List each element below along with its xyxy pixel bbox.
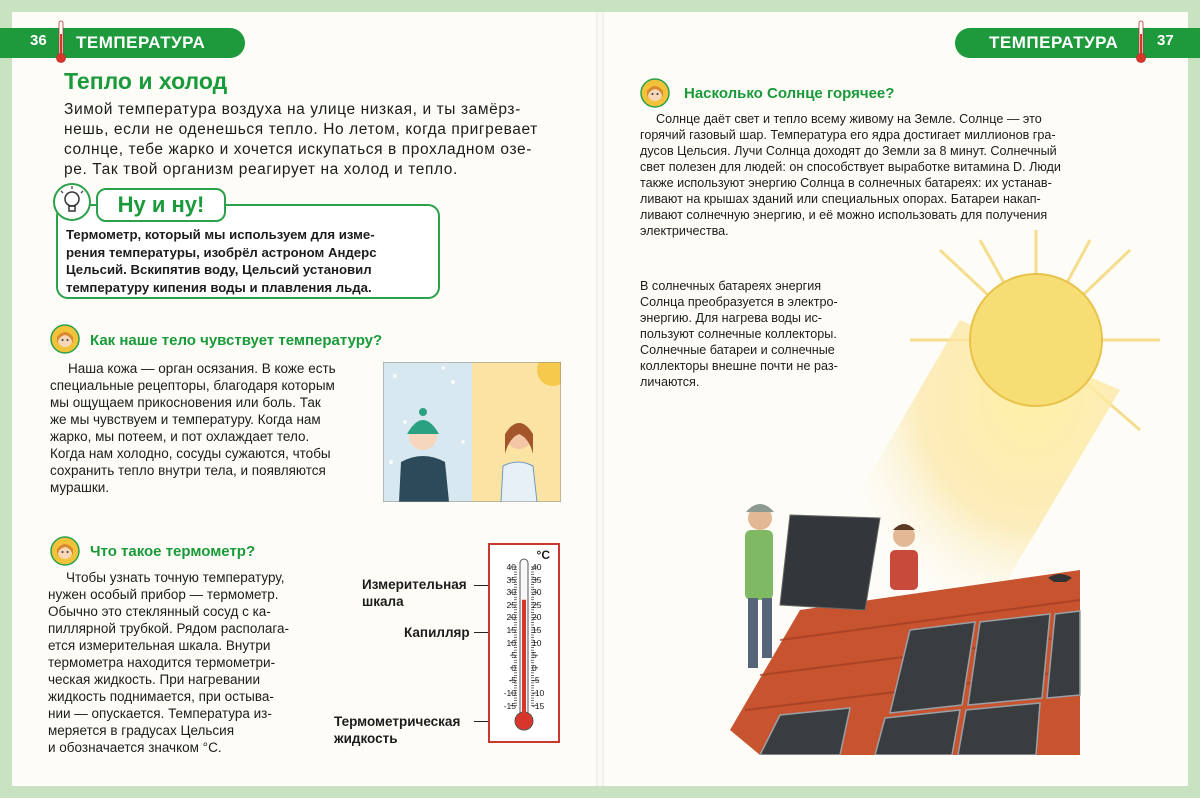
tick-label: 0 [511,662,516,673]
text-line: В солнечных батареях энергия [640,279,822,293]
girl-avatar-icon [50,324,80,354]
label-liquid [334,713,460,747]
text-line: коллекторы внешне почти не раз- [640,359,838,373]
text-line: Зимой температура воздуха на улице низкая, и ты замёрз- [64,101,521,118]
text-line: личаются. [640,375,700,389]
text-line: меряется в градусах Цельсия [48,723,235,738]
tick-label: 30 [506,587,516,598]
page-title: Тепло и холод [64,68,228,94]
text-line: свет полезен для людей: он способствует выработке витамина D. Люди [640,160,1061,174]
text-line: Чтобы узнать точную температуру, [66,570,285,585]
text-line: солнце, тебе жарко и хочется искупаться в прохладном озе- [64,141,532,158]
tick-label: 25 [506,599,516,610]
label-line: жидкость [334,731,398,746]
fact-box-heading: Ну и ну! [96,188,226,222]
label-capillary: Капилляр [404,625,470,640]
section-title: Насколько Солнце горячее? [684,85,895,102]
tick-label: 10 [506,637,516,648]
tick-label: 10 [532,637,542,648]
label-line: Измерительная [362,577,467,592]
tick-label: 0 [532,662,537,673]
sun [970,274,1102,406]
text-line: и обозначается значком °С. [48,740,222,755]
text-line: дусов Цельсия. Лучи Солнца доходят до Земли за 8 минут. Солнечный [640,144,1057,158]
tick-label: 20 [532,612,542,623]
left-section-title: ТЕМПЕРАТУРА [76,33,206,52]
tick-label: 15 [532,625,542,635]
tick-label: 35 [506,574,516,585]
fact-box-text [66,226,436,296]
tick-label: 40 [532,562,542,572]
section-title: Что такое термометр? [90,543,256,560]
text-line: мы ощущаем прикосновения или боль. Так [50,395,321,410]
tick-label: 15 [506,625,516,635]
image-caption [640,278,890,390]
tick-label: 40 [506,562,516,572]
hot-cold-illustration [383,362,561,502]
text-line: Когда нам холодно, сосуды сужаются, чтобы [50,446,331,461]
left-page-number: 36 [30,32,47,49]
unit-label: °С [536,548,550,562]
label-scale [362,576,467,610]
tick-label: 25 [532,599,542,610]
text-line: температуру кипения воды и плавления льда. [66,279,372,295]
tick-label: -15 [532,700,545,711]
tick-label: -5 [532,675,540,686]
intro-paragraph [64,100,564,180]
text-line: нии — опускается. Температура из- [48,706,272,721]
text-line: жидкость поднимается, при остыва- [48,689,274,704]
text-line: Наша кожа — орган осязания. В коже есть [68,361,336,376]
right-section-title: ТЕМПЕРАТУРА [989,33,1119,52]
tick-label: 20 [506,612,516,623]
text-line: горячий газовый шар. Температура его ядра достигает миллионов гра- [640,128,1056,142]
text-line: Солнце даёт свет и тепло всему живому на Земле. Солнце — это [656,112,1042,126]
text-line: Цельсий. Вскипятив воду, Цельсий установил [66,262,372,277]
text-line: ливают солнечную энергию, и её можно использовать для получения [640,208,1048,222]
section-body [50,360,380,496]
liquid-column [522,600,526,721]
tick-label: 35 [532,574,542,585]
text-line: ется измерительная шкала. Внутри [48,638,271,653]
text-line: Солнечные батареи и солнечные [640,343,835,357]
text-line: жарко, мы потеем, и пот охлаждает тело. [50,429,310,444]
lightbulb-icon [52,182,92,222]
text-line: сохранить тепло внутри тела, и появляются [50,463,326,478]
text-line: же мы чувствуем и температуру. Когда нам [50,412,321,427]
text-line: мурашки. [50,480,110,495]
girl-avatar-icon [640,78,670,108]
tick-label: 30 [532,587,542,598]
text-line: нужен особый прибор — термометр. [48,587,279,602]
thermometer-icon [1136,20,1146,64]
text-line: электричества. [640,224,729,238]
text-line: рения температуры, изобрёл астроном Андерс [66,244,377,260]
section-body [48,569,328,756]
text-line: термометра находится термометри- [48,655,276,670]
label-line: шкала [362,594,404,609]
text-line: пользуют солнечные коллекторы. [640,327,837,341]
text-line: специальные рецепторы, благодаря которым [50,378,335,393]
text-line: ливают на крышах зданий или специальных опорах. Батареи накап- [640,192,1041,206]
thermometer-diagram [488,543,560,743]
text-line: Солнца преобразуется в электро- [640,295,838,309]
text-line: нешь, если не оденешься тепло. Но летом, когда пригревает [64,121,538,138]
text-line: также используют энергию Солнца в солнечных батареях: их устанав- [640,176,1052,190]
right-page-number: 37 [1157,32,1174,49]
tick-label: -5 [508,675,516,686]
girl-avatar-icon [50,536,80,566]
tick-label: 5 [532,650,537,661]
tick-label: 5 [511,650,516,661]
tick-label: -15 [503,700,516,711]
text-line: энергию. Для нагрева воды ис- [640,311,822,325]
tick-label: -10 [503,688,516,698]
text-line: Обычно это стеклянный сосуд с ка- [48,604,271,619]
text-line: ческая жидкость. При нагревании [48,672,261,687]
text-line: Термометр, который мы используем для изме- [66,227,375,242]
label-line: Термометрическая [334,714,461,729]
tick-label: -10 [532,688,545,698]
text-line: пиллярной трубкой. Рядом располага- [48,621,290,636]
section-title: Как наше тело чувствует температуру? [90,332,383,349]
text-line: ре. Так твой организм реагирует на холод и тепло. [64,161,458,178]
thermometer-icon [56,20,66,64]
